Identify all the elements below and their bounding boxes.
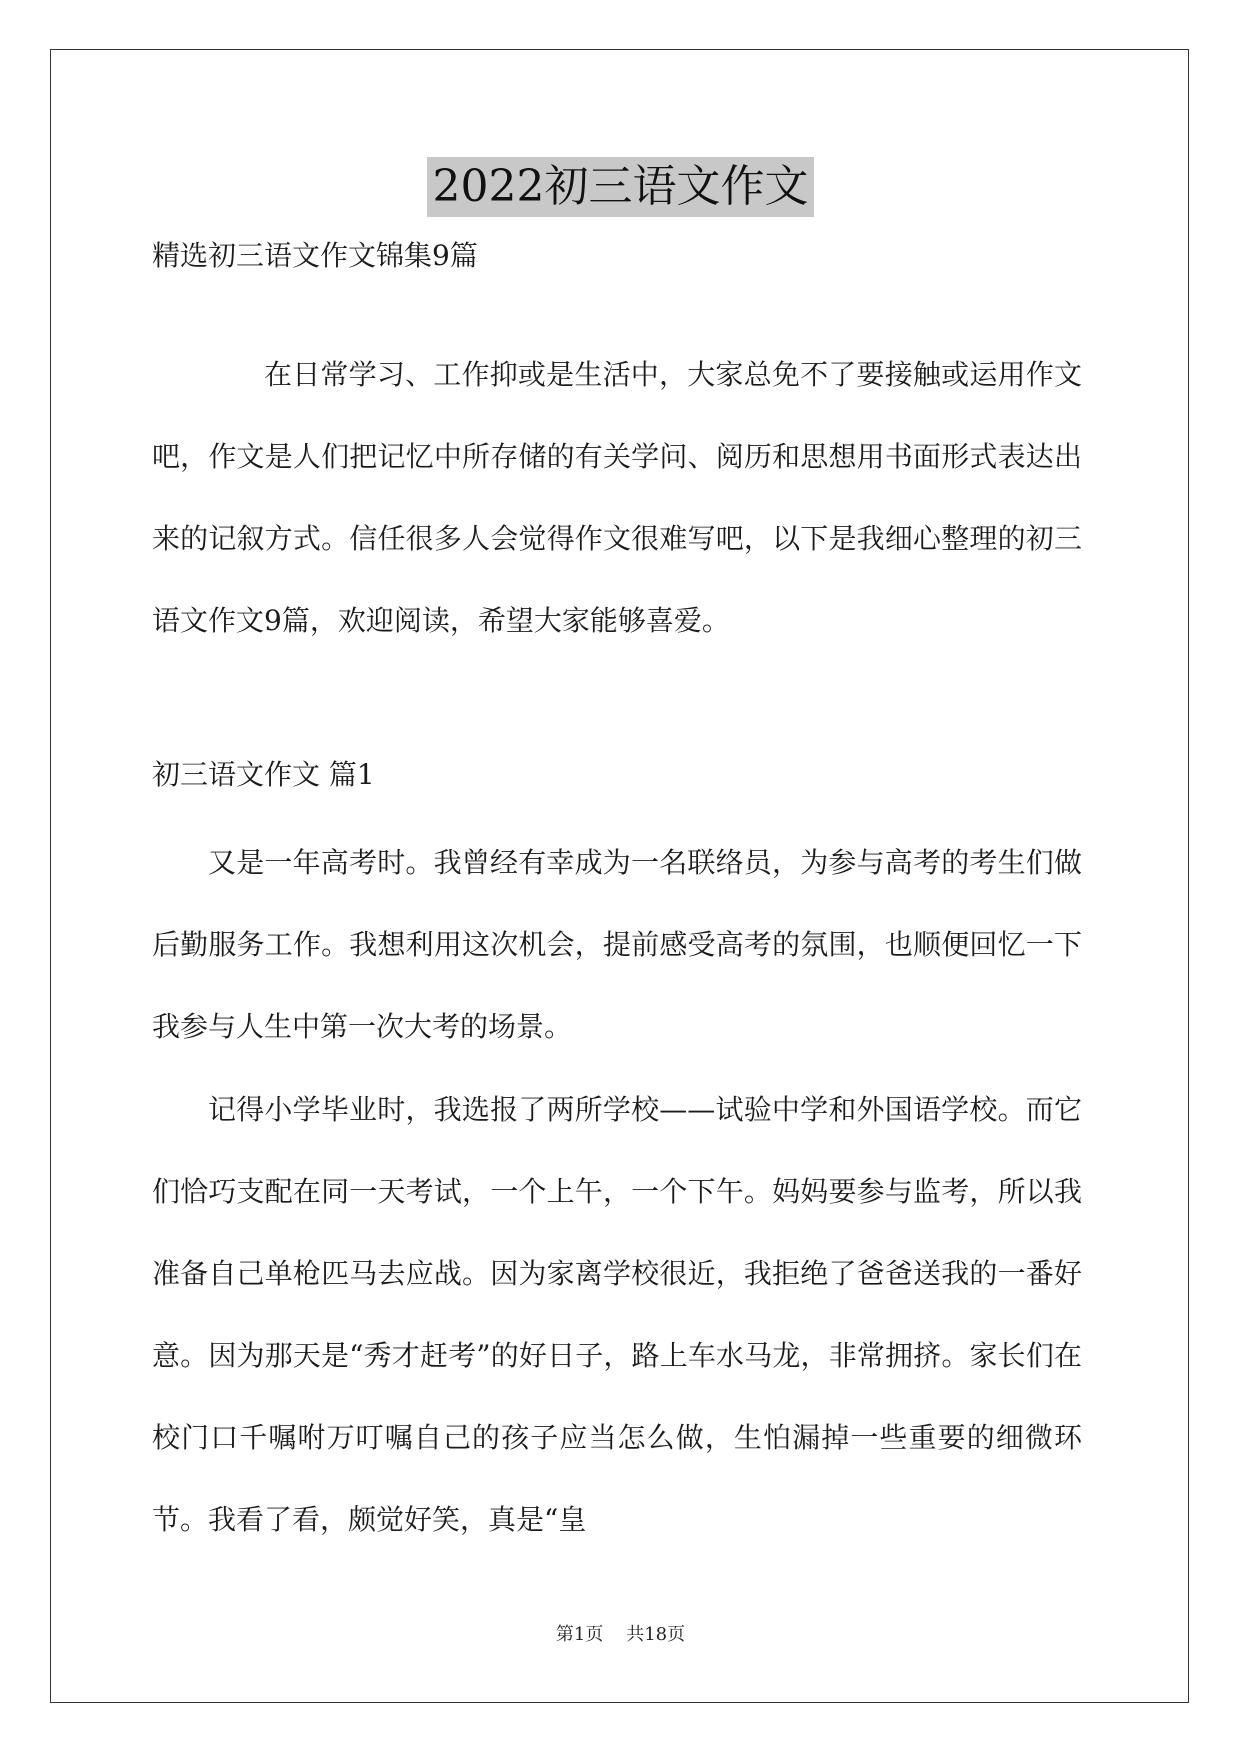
document-title-wrapper [0,157,1241,217]
document-title: 2022初三语文作文 [427,157,815,217]
body-paragraph: 又是一年高考时。我曾经有幸成为一名联络员，为参与高考的考生们做后勤服务工作。我想利用这次机会，提前感受高考的氛围，也顺便回忆一下我参与人生中第一次大考的场景。 [152,846,1082,1043]
page-footer: 第1页 共18页 [555,1624,686,1645]
body-paragraph: 记得小学毕业时，我选报了两所学校——试验中学和外国语学校。而它们恰巧支配在同一天考试，一个上午，一个下午。妈妈要参与监考，所以我准备自己单枪匹马去应战。因为家离学校很近，我拒绝了爸爸送我的一番好意。因为那天是“秀才赶考”的好日子，路上车水马龙，非常拥挤。家长们在校门口千嘱咐万叮嘱自己的孩子应当怎么做，生怕漏掉一些重要的细微环节。我看了看，颇觉好笑，真是“皇 [152,1093,1082,1536]
document-subtitle: 精选初三语文作文锦集9篇 [152,239,478,272]
section-heading: 初三语文作文 篇1 [152,758,375,791]
intro-paragraph: 在日常学习、工作抑或是生活中，大家总免不了要接触或运用作文吧，作文是人们把记忆中所存储的有关学问、阅历和思想用书面形式表达出来的记叙方式。信任很多人会觉得作文很难写吧，以下是我细心整理的初三语文作文9篇，欢迎阅读，希望大家能够喜爱。 [152,358,1082,637]
